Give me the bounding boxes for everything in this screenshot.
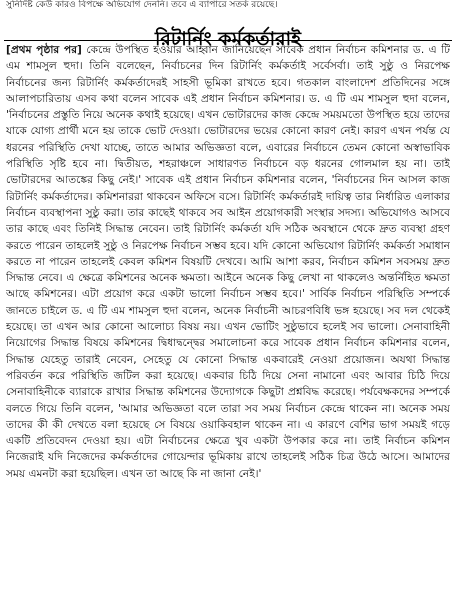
article-text: কেন্দ্রে উপস্থিত হওয়ার আহ্বান জানিয়েছেন সাবেক প্রধান নির্বাচন কমিশনার ড. এ টি এম শামসুল হুদা। তিনি বলেছেন, নির্বাচনের দিন রিটার্নিং কর্মকর্তাই সর্বেসর্বা। তাই সুষ্ঠু ও নিরপেক্ষ নির্বাচনের জন্য রিটার্নিং কর্মকর্তাদেরই সাহসী ভূমিকা রাখতে হবে। গতকাল বাংলাদেশ প্রতিদিনের সঙ্গে আলাপচারিতায় এসব কথা বলেন সাবেক এই প্রধান নির্বাচন কমিশনার। ড. এ টি এম শামসুল হুদা বলেন, 'নির্বাচনের প্রস্তুতি নিয়ে অনেক কথাই হয়েছে। এখন ভোটারদের কাজ কেন্দ্রে সময়মতো উপস্থিত হয়ে তাদের যাকে যোগ্য প্রার্থী মনে হয় তাকে ভোট দেওয়া। ভোটারদের ভয়ের কোনো কারণ নেই। কারণ এখন পর্যন্ত যে ধরনের পরিস্থিতি দেখা যাচ্ছে, তাতে আমার অভিজ্ঞতা বলে, এবারের নির্বাচনে তেমন কোনো অস্বাভাবিক পরিস্থিতি সৃষ্টি হবে না। দ্বিতীয়ত, শহরাঞ্চলে সাধারণত নির্বাচনে বড় ধরনের গোলমাল হয় না। তাই ভোটারদের আতঙ্কের কিছু নেই।' সাবেক এই প্রধান নির্বাচন কমিশনার বলেন, 'নির্বাচনের দিন আসল কাজ রিটার্নিং কর্মকর্তাদের। কমিশনাররা থাকবেন অফিসে বসে। রিটার্নিং কর্মকর্তারই দায়িত্ব তার নির্ধারিত এলাকার নির্বাচন ব্যবস্থাপনা সুষ্ঠু করা। তার কাছেই থাকবে সব আইন প্রয়োগকারী সংস্থার সদস্য। অভিযোগও আসবে তার কাছে এবং তিনিই সিদ্ধান্ত নেবেন। তাই রিটার্নিং কর্মকর্তা যদি সঠিক অবস্থানে থেকে দ্রুত ব্যবস্থা গ্রহণ করতে পারেন তাহলেই সুষ্ঠু ও নিরপেক্ষ নির্বাচন সম্ভব হবে। যদি কোনো অভিযোগ রিটার্নিং কর্মকর্তা সমাধান করতে না পারেন তাহলেই কেবল কমিশন বিষয়টি দেখবে। আমি আশা করব, নির্বাচন কমিশন সবসময় দ্রুত সিদ্ধান্ত নেবে। এ ক্ষেত্রে কমিশনের অনেক ক্ষমতা। আইনে অনেক কিছু লেখা না থাকলেও অন্তর্নিহিত ক্ষমতা আছে কমিশনের। এটা প্রয়োগ করে একটা ভালো নির্বাচন সম্ভব হবে।' সার্বিক নির্বাচন পরিস্থিতি সম্পর্কে জানতে চাইলে ড. এ টি এম শামসুল হুদা বলেন, অনেক নির্বাচনী আচরণবিধি ভঙ্গ হয়েছে। সব দল থেকেই হয়েছে। তা এখন আর কোনো আলোচ্য বিষয় নয়। এখন ভোটিং সুষ্ঠুভাবে হলেই সব ভালো। সেনাবাহিনী নিয়োগের সিদ্ধান্ত বিষয়ে কমিশনের দ্বিধাদ্বন্দ্বের সমালোচনা করে সাবেক প্রধান নির্বাচন কমিশনার বলেন, সিদ্ধান্ত যেহেতু তারাই নেবেন, সেহেতু যে কোনো সিদ্ধান্ত একবারেই নেওয়া প্রয়োজন। অযথা সিদ্ধান্ত পরিবর্তন করে পরিস্থিতি জটিল করা হয়েছে। একবার চিঠি দিয়ে সেনা নামানো এবং আবার চিঠি দিয়ে সেনাবাহিনীকে ব্যারাকে রাখার সিদ্ধান্ত কমিশনের উদ্যোগকে কিছুটা প্রশ্নবিদ্ধ করেছে। পর্যবেক্ষকদের সম্পর্কে বলতে গিয়ে তিনি বলেন, 'আমার অভিজ্ঞতা বলে তারা সব সময় নির্বাচন কেন্দ্রে থাকেন না। অনেক সময় তাদের কী কী দেখতে বলা হয়েছে সে বিষয়ে ওয়াকিবহাল থাকেন না। এ কারণে বেশির ভাগ সময়ই গড়ে একটি প্রতিবেদন দেওয়া হয়। এটা নির্বাচনের ক্ষেত্রে খুব একটা উপকার করে না। তাই নির্বাচন কমিশন নিজেরাই যদি নিজেদের কর্মকর্তাদের গোয়েন্দার ভূমিকায় রাখে তাহলেই সঠিক চিত্র উঠে আসে। আমাদের সময় এমনটা করা হয়েছিল। এখন তা আছে কি না জানা নেই।' xyxy=(6,44,450,480)
continuation-kicker: [প্রথম পৃষ্ঠার পর] xyxy=(6,44,82,56)
article-headline: রিটার্নিং কর্মকর্তারাই xyxy=(154,27,302,50)
article-paragraph xyxy=(6,42,450,482)
headline-divider xyxy=(4,40,452,41)
previous-article-tail: সুনির্দিষ্ট কেউ কারও বিপক্ষে অভিযোগ দেননি। তবে এ ব্যাপারে সতর্ক রয়েছে। xyxy=(6,0,278,10)
article-body xyxy=(6,42,450,596)
